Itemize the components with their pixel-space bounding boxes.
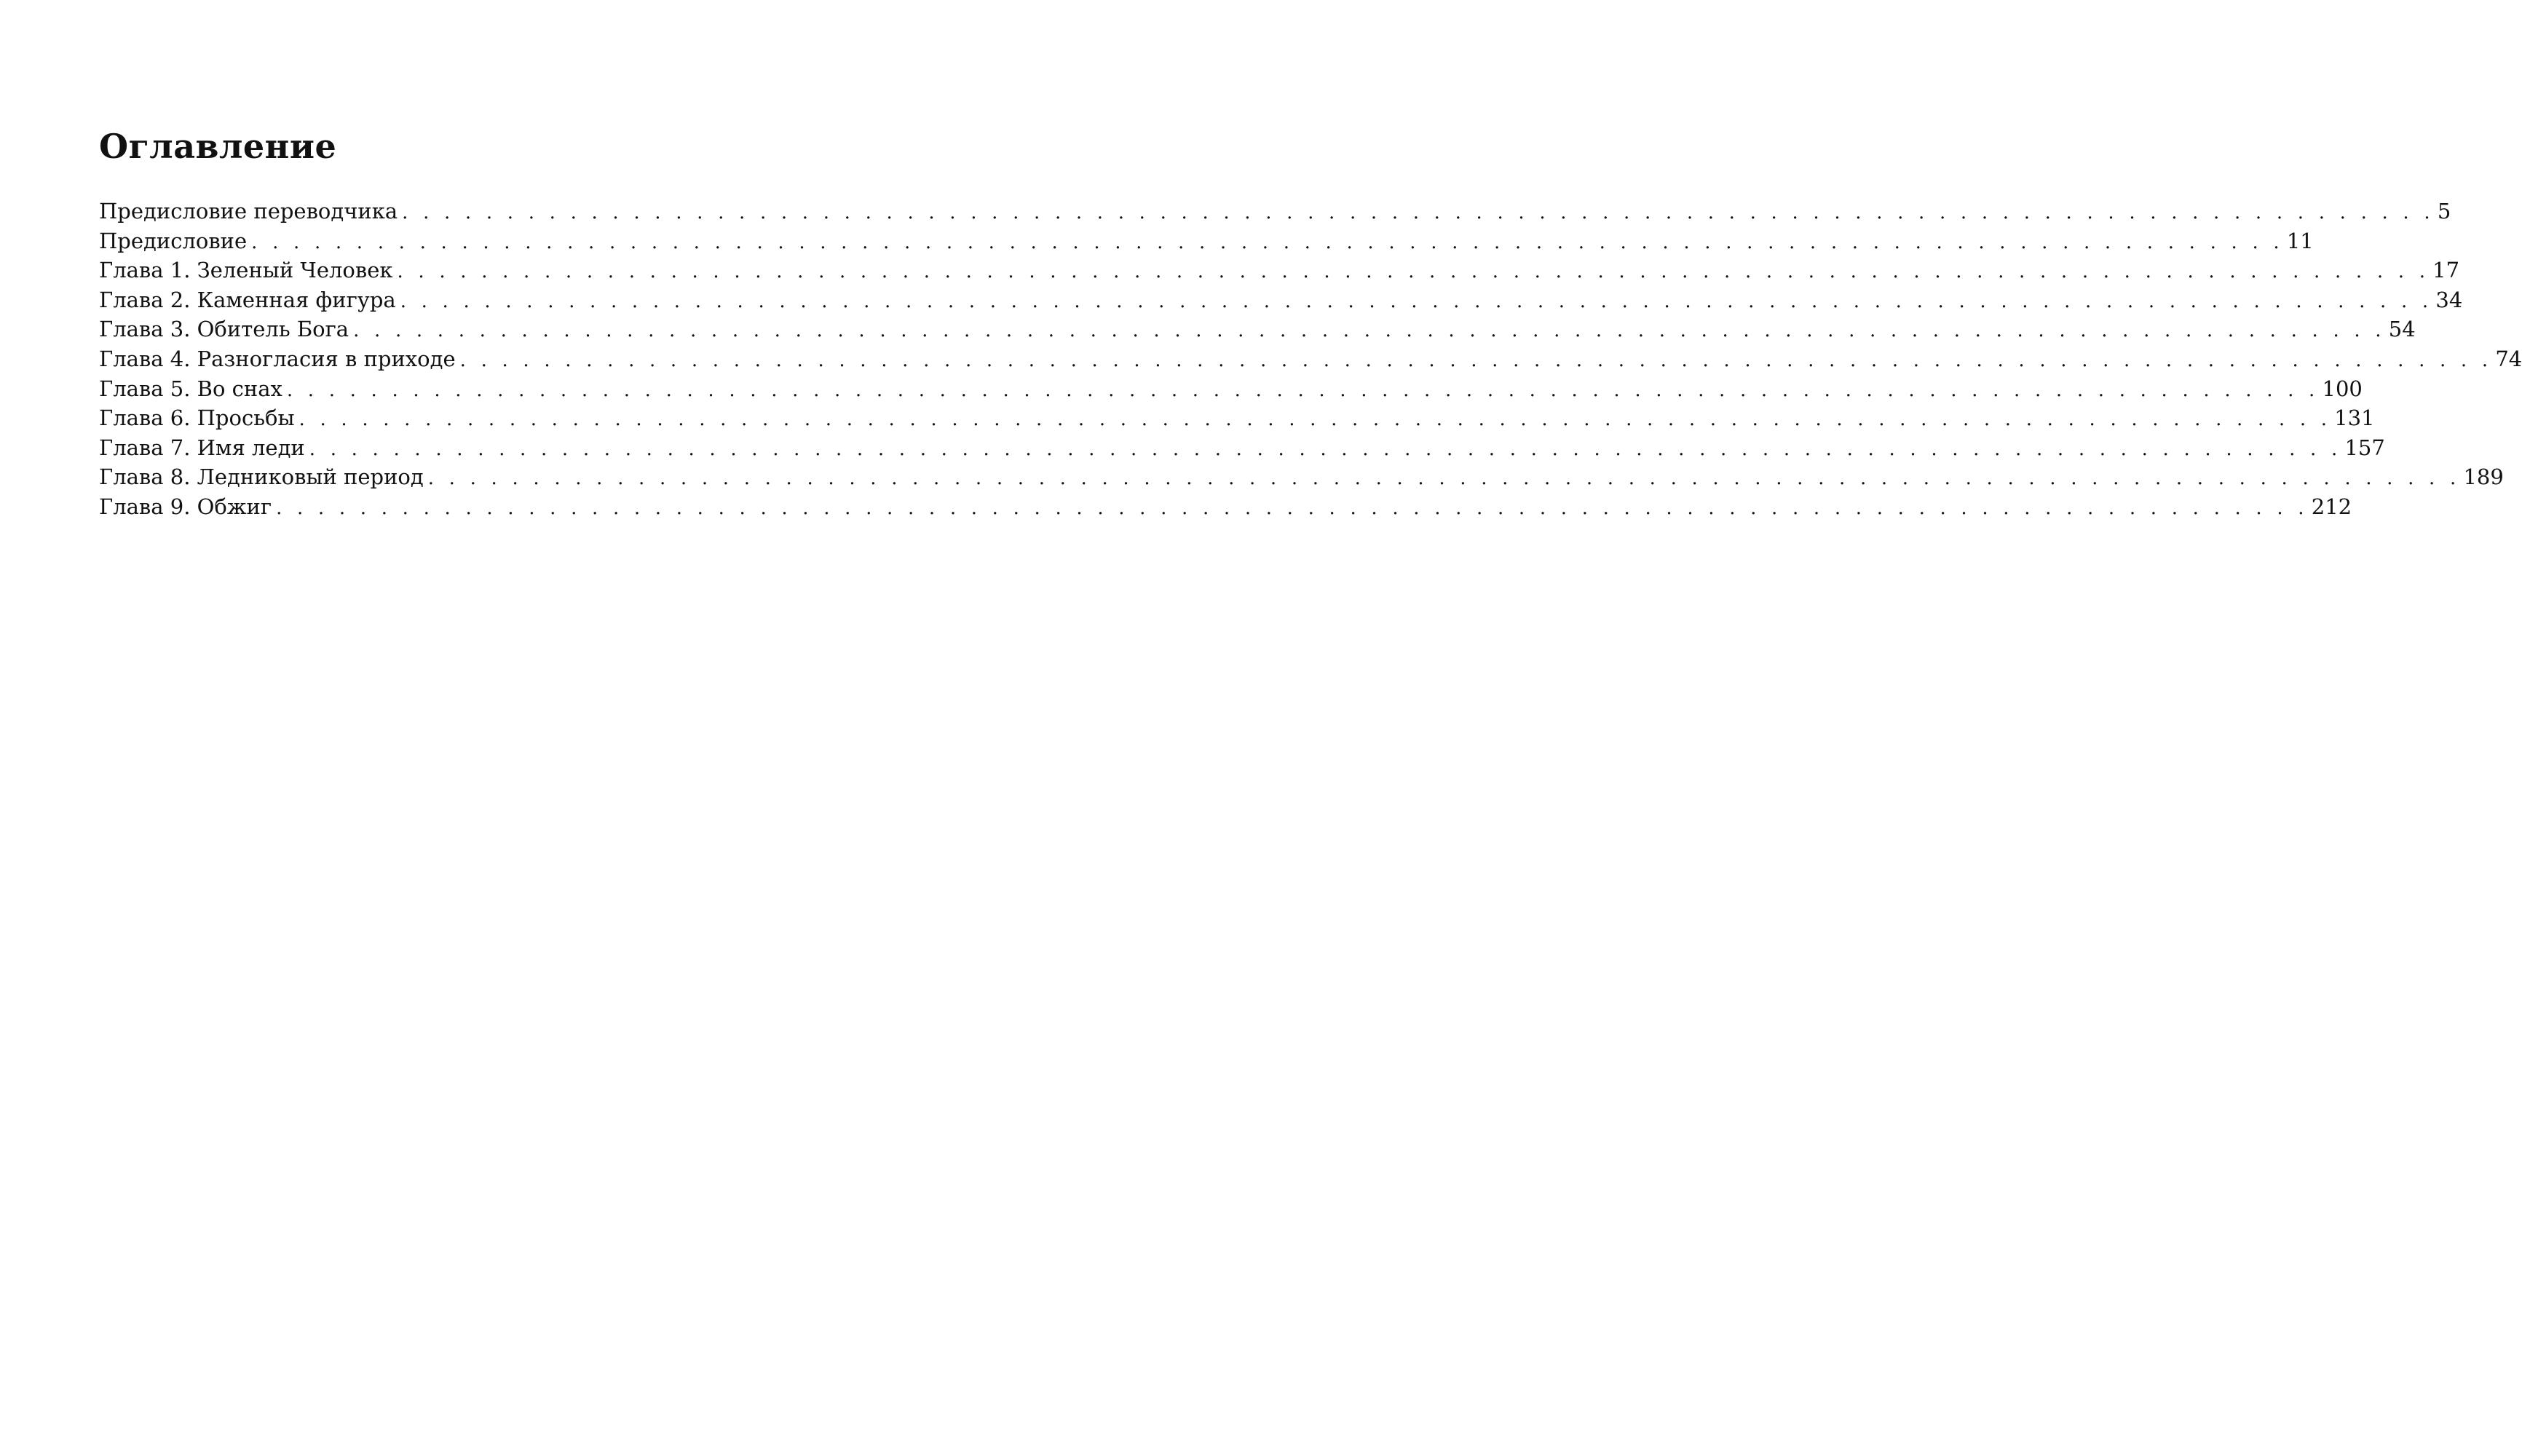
toc-entry-chapter-9[interactable]	[99, 492, 2352, 522]
toc-entry-chapter-5[interactable]	[99, 374, 2363, 404]
dot-leader: . . . . . . . . . . . . . . . . . . . . . . . . . . . . . . . . . . . . . . . . . . . . . . . . . . . . . . . . . . . . . . . . . . . . . . . . . . . . . . . . . . . . . . . . . . . . . . . . .	[402, 202, 2435, 223]
toc-page-number: 212	[2311, 494, 2352, 519]
toc-entry-label: Предисловие переводчика	[99, 199, 398, 223]
toc-page-number: 54	[2388, 317, 2416, 342]
toc-entry-label: Глава 5. Во снах	[99, 376, 282, 401]
dot-leader: . . . . . . . . . . . . . . . . . . . . . . . . . . . . . . . . . . . . . . . . . . . . . . . . . . . . . . . . . . . . . . . . . . . . . . . . . . . . . . . . . . . . . . . . . . . . . . . . .	[353, 320, 2386, 342]
toc-entry-translator-preface[interactable]	[99, 197, 2451, 226]
dot-leader: . . . . . . . . . . . . . . . . . . . . . . . . . . . . . . . . . . . . . . . . . . . . . . . . . . . . . . . . . . . . . . . . . . . . . . . . . . . . . . . . . . . . . . . . . . . . . . . . .	[299, 408, 2332, 431]
toc-entry-chapter-8[interactable]	[99, 462, 2504, 492]
toc-page-number: 11	[2286, 228, 2314, 253]
dot-leader: . . . . . . . . . . . . . . . . . . . . . . . . . . . . . . . . . . . . . . . . . . . . . . . . . . . . . . . . . . . . . . . . . . . . . . . . . . . . . . . . . . . . . . . . . . . . . . . . .	[400, 290, 2433, 312]
dot-leader: . . . . . . . . . . . . . . . . . . . . . . . . . . . . . . . . . . . . . . . . . . . . . . . . . . . . . . . . . . . . . . . . . . . . . . . . . . . . . . . . . . . . . . . . . . . . . . . . .	[459, 349, 2493, 371]
dot-leader: . . . . . . . . . . . . . . . . . . . . . . . . . . . . . . . . . . . . . . . . . . . . . . . . . . . . . . . . . . . . . . . . . . . . . . . . . . . . . . . . . . . . . . . . . . . . . . . . .	[251, 231, 2284, 253]
dot-leader: . . . . . . . . . . . . . . . . . . . . . . . . . . . . . . . . . . . . . . . . . . . . . . . . . . . . . . . . . . . . . . . . . . . . . . . . . . . . . . . . . . . . . . . . . . . . . . . . .	[397, 261, 2430, 283]
toc-entry-preface[interactable]	[99, 226, 2314, 256]
toc-entry-label: Глава 3. Обитель Бога	[99, 317, 349, 342]
toc-entry-label: Глава 9. Обжиг	[99, 494, 272, 519]
toc-page-number: 100	[2322, 376, 2363, 401]
toc-entry-label: Предисловие	[99, 228, 248, 253]
toc-page-number: 17	[2432, 258, 2460, 283]
toc-entry-label: Глава 7. Имя леди	[99, 435, 305, 460]
dot-leader: . . . . . . . . . . . . . . . . . . . . . . . . . . . . . . . . . . . . . . . . . . . . . . . . . . . . . . . . . . . . . . . . . . . . . . . . . . . . . . . . . . . . . . . . . . . . . . . . .	[276, 496, 2309, 519]
toc-entry-chapter-4[interactable]	[99, 344, 2522, 374]
toc-page-number: 157	[2344, 435, 2385, 460]
toc-entry-label: Глава 2. Каменная фигура	[99, 287, 396, 312]
toc-entry-chapter-3[interactable]	[99, 314, 2416, 344]
dot-leader: . . . . . . . . . . . . . . . . . . . . . . . . . . . . . . . . . . . . . . . . . . . . . . . . . . . . . . . . . . . . . . . . . . . . . . . . . . . . . . . . . . . . . . . . . . . . . . . . .	[286, 379, 2320, 401]
toc-entry-chapter-2[interactable]	[99, 285, 2463, 315]
toc-page-number: 189	[2463, 464, 2504, 490]
toc-entry-label: Глава 4. Разногласия в приходе	[99, 346, 456, 371]
toc-entry-label: Глава 8. Ледниковый период	[99, 464, 424, 490]
toc-page-number: 74	[2495, 346, 2522, 371]
toc-page-number: 34	[2435, 287, 2463, 312]
dot-leader: . . . . . . . . . . . . . . . . . . . . . . . . . . . . . . . . . . . . . . . . . . . . . . . . . . . . . . . . . . . . . . . . . . . . . . . . . . . . . . . . . . . . . . . . . . . . . . . . .	[309, 438, 2342, 460]
toc-entry-label: Глава 6. Просьбы	[99, 405, 295, 431]
dot-leader: . . . . . . . . . . . . . . . . . . . . . . . . . . . . . . . . . . . . . . . . . . . . . . . . . . . . . . . . . . . . . . . . . . . . . . . . . . . . . . . . . . . . . . . . . . . . . . . . .	[427, 467, 2461, 490]
toc-entry-label: Глава 1. Зеленый Человек	[99, 258, 393, 283]
page-title: Оглавление	[99, 127, 337, 166]
toc-entry-chapter-1[interactable]	[99, 256, 2460, 285]
toc-page-number: 131	[2334, 405, 2375, 431]
toc-entry-chapter-7[interactable]	[99, 433, 2385, 463]
table-of-contents	[99, 197, 2522, 522]
toc-page-number: 5	[2437, 199, 2451, 223]
toc-entry-chapter-6[interactable]	[99, 403, 2375, 433]
